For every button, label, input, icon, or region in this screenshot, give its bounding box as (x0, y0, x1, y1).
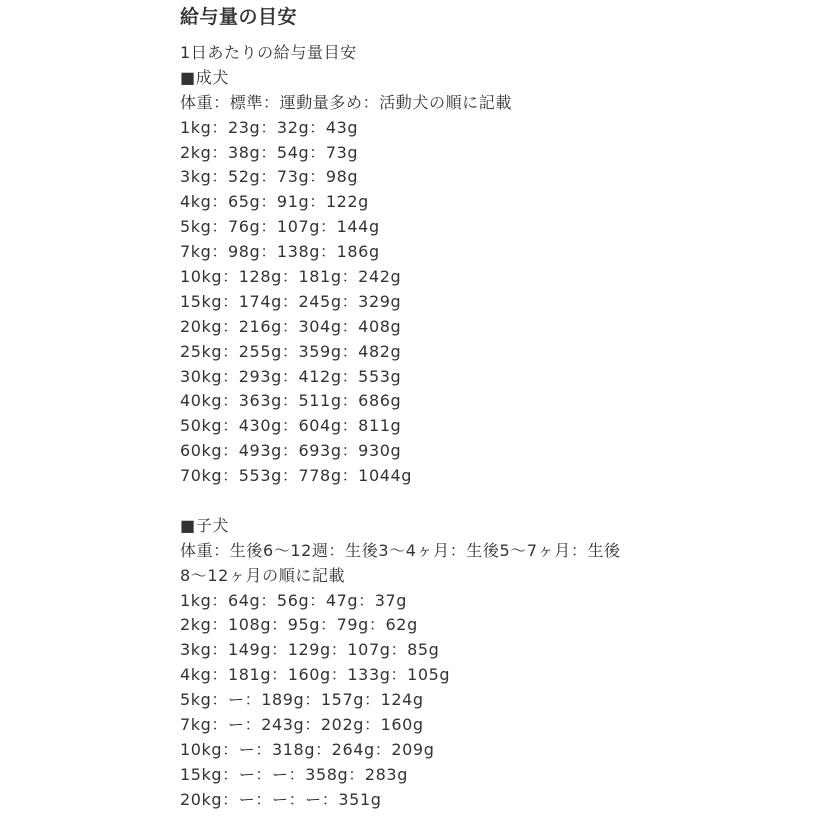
adult-rows (180, 116, 820, 489)
adult-row: 3kg：52g：73g：98g (180, 167, 359, 187)
puppy-row: 20kg：ー：ー：ー：351g (180, 789, 382, 809)
adult-row: 10kg：128g：181g：242g (180, 267, 402, 287)
adult-row: 70kg：553g：778g：1044g (180, 466, 413, 486)
puppy-row: 5kg：ー：189g：157g：124g (180, 690, 424, 710)
puppy-row: 15kg：ー：ー：358g：283g (180, 764, 408, 784)
adult-row: 1kg：23g：32g：43g (180, 117, 359, 137)
puppy-row: 1kg：64g：56g：47g：37g (180, 590, 408, 610)
adult-row: 2kg：38g：54g：73g (180, 142, 359, 162)
adult-row: 15kg：174g：245g：329g (180, 291, 402, 311)
puppy-row: 2kg：108g：95g：79g：62g (180, 615, 418, 635)
page-title: 給与量の目安 (180, 6, 298, 28)
puppy-row: 4kg：181g：160g：133g：105g (180, 665, 451, 685)
feeding-guide-document (180, 0, 820, 813)
blank-line (180, 489, 820, 514)
puppy-row: 10kg：ー：318g：264g：209g (180, 739, 435, 759)
puppy-section-header: ■子犬 (180, 515, 229, 535)
adult-row: 20kg：216g：304g：408g (180, 316, 402, 336)
puppy-row: 7kg：ー：243g：202g：160g (180, 715, 424, 735)
puppy-legend-line-1: 体重：生後6〜12週：生後3〜4ヶ月：生後5〜7ヶ月：生後 (180, 540, 621, 560)
adult-row: 4kg：65g：91g：122g (180, 192, 369, 212)
adult-row: 7kg：98g：138g：186g (180, 242, 380, 262)
adult-section-header: ■成犬 (180, 67, 229, 87)
adult-row: 30kg：293g：412g：553g (180, 366, 402, 386)
adult-row: 25kg：255g：359g：482g (180, 341, 402, 361)
puppy-rows (180, 589, 820, 813)
adult-legend: 体重：標準：運動量多め：活動犬の順に記載 (180, 92, 513, 112)
adult-row: 5kg：76g：107g：144g (180, 217, 380, 237)
puppy-row: 3kg：149g：129g：107g：85g (180, 640, 440, 660)
puppy-legend-line-2: 8〜12ヶ月の順に記載 (180, 565, 346, 585)
adult-row: 60kg：493g：693g：930g (180, 441, 402, 461)
adult-row: 50kg：430g：604g：811g (180, 416, 402, 436)
subtitle: 1日あたりの給与量目安 (180, 43, 357, 62)
adult-row: 40kg：363g：511g：686g (180, 391, 402, 411)
